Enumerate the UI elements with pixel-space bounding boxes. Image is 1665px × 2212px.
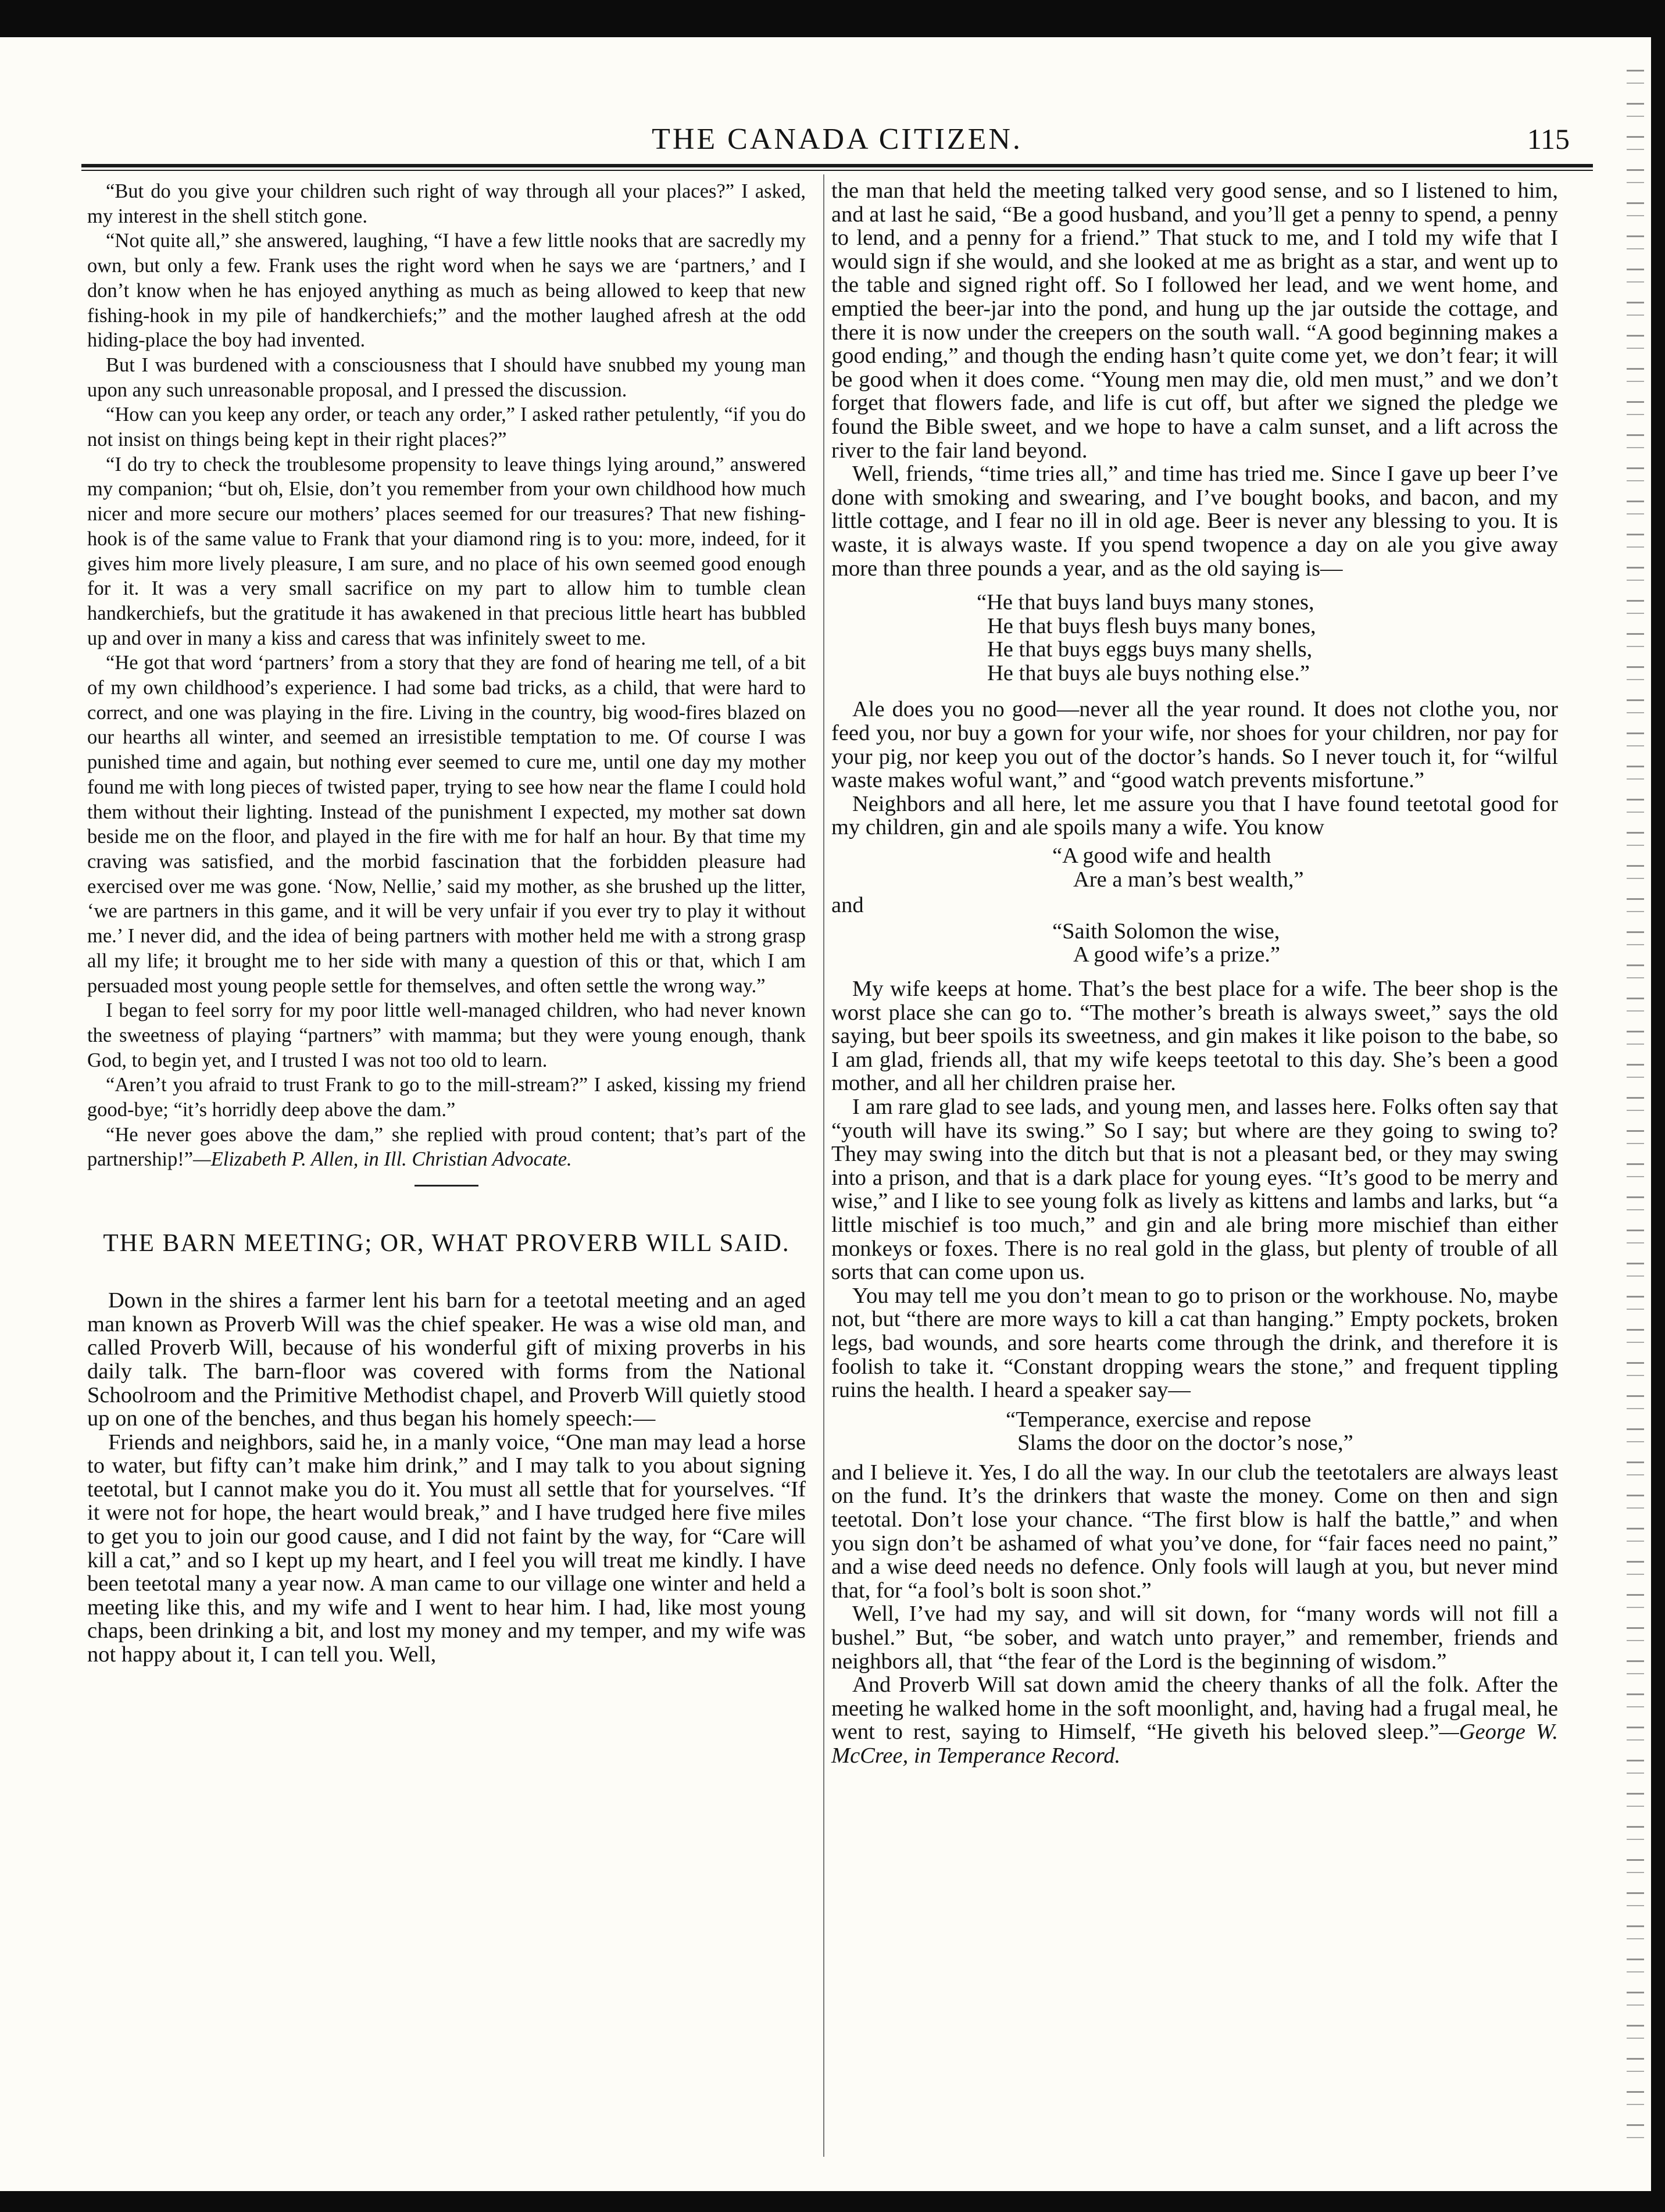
connector-word: and xyxy=(831,893,864,918)
story-attribution: —Elizabeth P. Allen, in Ill. Christian Advocate. xyxy=(193,1148,572,1171)
scan-bottom-border xyxy=(0,2191,1665,2212)
article-paragraph: Ale does you no good—never all the year round. It does not clothe you, nor feed you, nor buy a gown for your wife, nor shoes for your children, nor pay for your pig, nor keep you out of the doctor’s hands. So I never touch it, for “wilful waste makes woful want,” and “good watch prevents misfortune.” xyxy=(831,697,1558,793)
header-rule xyxy=(81,164,1593,167)
verse-line: Slams the door on the doctor’s nose,” xyxy=(1017,1431,1353,1456)
closing-text: And Proverb Will sat down amid the cheery thanks of all the folk. After the meeting he walked home in the soft moonlight, and, having had a frugal meal, he went to rest, saying to Himself, “He giveth his beloved sleep.” xyxy=(831,1673,1558,1745)
story-paragraph: “How can you keep any order, or teach any order,” I asked rather petulently, “if you do not insist on things being kept in their right places?” xyxy=(87,403,806,451)
verse-block xyxy=(1052,844,1558,891)
story-paragraph: I began to feel sorry for my poor little well-managed children, who had never known the sweetness of playing “partners” with mamma; but they were young enough, thank God, to begin yet, and I trusted I was not too old to learn. xyxy=(87,999,806,1071)
article-paragraph: You may tell me you don’t mean to go to prison or the workhouse. No, maybe not, but “there are more ways to kill a cat than hanging.” Empty pockets, broken legs, bad wounds, and sore hearts come through the drink, and therefore it is foolish to take it. “Constant dropping wears the stone,” and frequent tippling ruins the health. I heard a speaker say— xyxy=(831,1283,1558,1403)
article-paragraph: Neighbors and all here, let me assure you that I have found teetotal good for my children, gin and ale spoils many a wife. You know xyxy=(831,791,1558,840)
article-paragraph: Friends and neighbors, said he, in a manly voice, “One man may lead a horse to water, but fifty can’t make him drink,” and I may talk to you about signing teetotal, but I cannot make you do it. You must all settle that for yourselves. “If it were not for hope, the heart would break,” and I have trudged here five miles to get you to join our good cause, and I did not faint by the way, for “Care will kill a cat,” and so I kept up my heart, and I feel you will treat me kindly. I have been teetotal many a year now. A man came to our village one winter and held a meeting like this, and my wife and I went to hear him. I had, like most young chaps, been drinking a bit, and lost my money and my temper, and my wife was not happy about it, I can tell you. Well, xyxy=(87,1430,806,1667)
article-paragraph: Well, I’ve had my say, and will sit down, for “many words will not fill a bushel.” But, “be sober, and watch unto prayer,” and remember, friends and neighbors all, that “the fear of the Lord is the beginning of wisdom.” xyxy=(831,1602,1558,1674)
story-paragraph: “But do you give your children such right of way through all your places?” I asked, my interest in the shell stitch gone. xyxy=(87,180,806,227)
article-paragraph: Well, friends, “time tries all,” and time has tried me. Since I gave up beer I’ve done with smoking and swearing, and I’ve bought books, and bacon, and my little cottage, and I fear no ill in old age. Beer is never any blessing to you. It is waste, it is always waste. If you spend twopence a day on ale you give away more than three pounds a year, and as the old saying is— xyxy=(831,462,1558,581)
story-paragraph: “He got that word ‘partners’ from a story that they are fond of hearing me tell, of a bit of my own childhood’s experience. I had some bad tricks, as a child, that were hard to correct, and one was playing in the fire. Living in the country, big wood-fires blazed on our hearths all winter, and seemed an irresistible temptation to me. Of course I was punished time and again, but nothing ever seemed to cure me, until one day my mother found me with long pieces of twisted paper, trying to see how near the flame I could hold them without their lighting. Instead of the punishment I expected, my mother sat down beside me on the floor, and played in the fire with me for half an hour. By that time my craving was satisfied, and the morbid fascination that the forbidden pleasure had exercised over me was gone. ‘Now, Nellie,’ said my mother, as she brushed up the litter, ‘we are partners in this game, and it will be very unfair if you ever try to play it without me.’ I never did, and the idea of being partners with mother held me with a strong grasp all my life; it brought me to her side with many a question of this or that, which I am persuaded most young people settle for themselves, and often settle the wrong way.” xyxy=(87,652,806,997)
verse-line: He that buys ale buys nothing else.” xyxy=(987,660,1310,685)
left-column xyxy=(87,179,806,1667)
article-closing-paragraph xyxy=(831,1673,1558,1767)
verse-line: He that buys eggs buys many shells, xyxy=(987,637,1313,662)
closing-quote: “He never goes above the dam,” she replied with proud content; that’s part of the partnership!” xyxy=(87,1123,806,1171)
verse-line: “Saith Solomon the wise, xyxy=(1052,919,1280,944)
story-paragraph: “Aren’t you afraid to trust Frank to go to the mill-stream?” I asked, kissing my friend good-bye; “it’s horridly deep above the dam.” xyxy=(87,1074,806,1121)
article-headline: THE BARN MEETING; OR, WHAT PROVERB WILL SAID. xyxy=(103,1230,790,1257)
article-paragraph: Down in the shires a farmer lent his barn for a teetotal meeting and an aged man known as Proverb Will was the chief speaker. He was a wise old man, and called Proverb Will, because of his wonderful gift of mixing proverbs in his daily talk. The barn-floor was covered with forms from the National Schoolroom and the Primitive Methodist chapel, and Proverb Will quietly stood up on one of the benches, and thus began his homely speech:— xyxy=(87,1288,806,1431)
verse-block xyxy=(1006,1408,1558,1455)
scan-top-border xyxy=(0,0,1665,37)
verse-block xyxy=(977,591,1558,685)
verse-line: “Temperance, exercise and repose xyxy=(1006,1407,1312,1432)
column-divider xyxy=(823,174,824,2157)
verse-line: “He that buys land buys many stones, xyxy=(977,590,1314,615)
page-header xyxy=(70,122,1605,163)
article-paragraph: My wife keeps at home. That’s the best place for a wife. The beer shop is the worst place she can go to. “The mother’s breath is always sweet,” says the old saying, but beer spoils its sweetness, and gin makes it like poison to the babe, so I am glad, friends all, that my wife keeps teetotal to this day. She’s been a good mother, and all her children praise her. xyxy=(831,977,1558,1096)
verse-line: He that buys flesh buys many bones, xyxy=(987,613,1316,638)
story-paragraph: “Not quite all,” she answered, laughing, “I have a few little nooks that are sacredly my own, but only a few. Frank uses the right word when he says we are ‘partners,’ and I don’t know when he has enjoyed anything as much as being allowed to keep that new fishing-hook in my pile of handkerchiefs;” and the mother laughed afresh at the odd hiding-place the boy had invented. xyxy=(87,230,806,352)
story-paragraph: “I do try to check the troublesome propensity to leave things lying around,” answered my companion; “but oh, Elsie, don’t you remember from your own childhood how much nicer and more secure our mothers’ places seemed for our treasures? That new fishing-hook is of the same value to Frank that your diamond ring is to you: more, indeed, for it gives him more lively pleasure, I am sure, and no place of his own seemed good enough for it. It was a very small sacrifice on my part to allow him to tumble clean handkerchiefs, but the gratitude it has awakened in that precious little heart has bubbled up and over in many a kiss and caress that was infinitely sweet to me. xyxy=(87,453,806,649)
verse-line: A good wife’s a prize.” xyxy=(1073,942,1281,967)
newspaper-title: THE CANADA CITIZEN. xyxy=(652,123,1023,156)
right-column xyxy=(831,179,1558,1768)
header-rule-thin xyxy=(81,170,1593,171)
page-number: 115 xyxy=(1527,123,1570,155)
article-paragraph: the man that held the meeting talked very good sense, and so I listened to him, and at last he said, “Be a good husband, and you’ll get a penny to spend, a penny to lend, and a penny for a friend.” That stuck to me, and I told my wife that I would sign if she would, and she looked at me as bright as a star, and went up to the table and signed right off. So I followed her lead, and we went home, and emptied the beer-jar into the pond, and hung up the jar outside the cottage, and there it is now under the creepers on the south wall. “A good beginning makes a good ending,” and though the ending hasn’t quite come yet, we don’t fear; it will be good when it does come. “Young men may die, old men must,” and we don’t forget that flowers fade, and life is cut off, but after we signed the pledge we found the Bible sweet, and we hope to have a calm sunset, and a lift across the river to the fair land beyond. xyxy=(831,178,1558,463)
story-closing-paragraph xyxy=(87,1123,806,1172)
verse-line: “A good wife and health xyxy=(1052,844,1271,869)
article-paragraph: I am rare glad to see lads, and young men, and lasses here. Folks often say that “youth will have its swing.” So I say; but where are they going to swing to? They may swing into the ditch but that is not a pleasant bed, or they may swing into a prison, and that is a dark place for young eyes. “It’s good to be merry and wise,” and I like to see young folk as lively as kittens and lambs and larks, but “a little mischief is too much,” and gin and ale bring more mischief than either monkeys or foxes. There is no real gold in the glass, but plenty of trouble of all sorts that can come upon us. xyxy=(831,1094,1558,1285)
scan-binding-edge xyxy=(1627,70,1644,2139)
story-paragraph: But I was burdened with a consciousness that I should have snubbed my young man upon any such unreasonable proposal, and I pressed the discussion. xyxy=(87,353,806,401)
article-attribution: —George W. McCree, in Temperance Record. xyxy=(831,1720,1558,1768)
article-paragraph: and I believe it. Yes, I do all the way. In our club the teetotalers are always least on the fund. It’s the drinkers that waste the money. Come on then and sign teetotal. Don’t lose your chance. “The first blow is half the battle,” and when you sign don’t be ashamed of what you’ve done, for “fair faces need no paint,” and a wise deed needs no defence. Only fools will laugh at you, but never mind that, for “a fool’s bolt is soon shot.” xyxy=(831,1460,1558,1603)
verse-line: Are a man’s best wealth,” xyxy=(1073,867,1304,892)
article-separator xyxy=(415,1185,478,1187)
verse-block xyxy=(1052,920,1558,967)
scan-right-border xyxy=(1651,0,1665,2212)
